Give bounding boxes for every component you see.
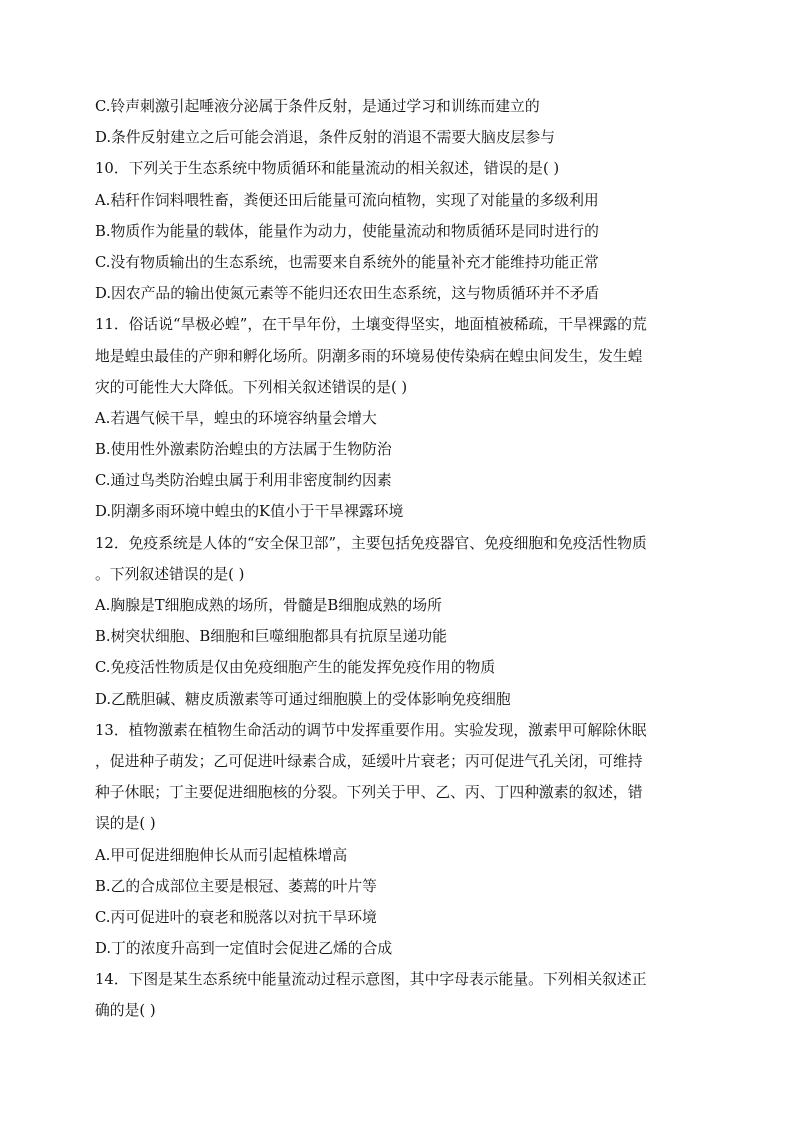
option-b-q12: B.树突状细胞、B细胞和巨噬细胞都具有抗原呈递功能	[95, 628, 447, 646]
question-13-stem-line-1: 13．植物激素在植物生命活动的调节中发挥重要作用。实验发现，激素甲可解除休眠	[95, 721, 647, 739]
question-14-stem-line-2: 确的是( )	[95, 1002, 156, 1020]
option-d-q10: D.因农产品的输出使氮元素等不能归还农田生态系统，这与物质循环并不矛盾	[95, 285, 600, 303]
option-a-q11: A.若遇气候干旱，蝗虫的环境容纳量会增大	[95, 409, 377, 427]
option-d-q12: D.乙酰胆碱、糖皮质激素等可通过细胞膜上的受体影响免疫细胞	[95, 690, 511, 708]
option-d-q13: D.丁的浓度升高到一定值时会促进乙烯的合成	[95, 940, 393, 958]
option-b-q11: B.使用性外激素防治蝗虫的方法属于生物防治	[95, 441, 392, 459]
option-b-q13: B.乙的合成部位主要是根冠、萎蔫的叶片等	[95, 877, 377, 895]
question-12-stem-line-2: 。下列叙述错误的是( )	[95, 565, 245, 583]
question-13-stem-line-4: 误的是( )	[95, 815, 156, 833]
question-12-stem-line-1: 12．免疫系统是人体的“安全保卫部”，主要包括免疫器官、免疫细胞和免疫活性物质	[95, 534, 647, 552]
question-11-stem-line-3: 灾的可能性大大降低。下列相关叙述错误的是( )	[95, 378, 408, 396]
question-14-stem-line-1: 14．下图是某生态系统中能量流动过程示意图，其中字母表示能量。下列相关叙述正	[95, 971, 647, 989]
option-c-q10: C.没有物质输出的生态系统，也需要来自系统外的能量补充才能维持功能正常	[95, 253, 599, 271]
question-10-stem: 10．下列关于生态系统中物质循环和能量流动的相关叙述，错误的是( )	[95, 160, 560, 178]
option-d-q11: D.阴潮多雨环境中蝗虫的K值小于干旱裸露环境	[95, 503, 404, 521]
document-body	[95, 91, 705, 1027]
question-11-stem-line-1: 11．俗话说“旱极必蝗”，在干旱年份，土壤变得坚实，地面植被稀疏，干旱裸露的荒	[95, 316, 647, 334]
option-c-q9: C.铃声刺激引起唾液分泌属于条件反射，是通过学习和训练而建立的	[95, 98, 540, 115]
option-b-q10: B.物质作为能量的载体，能量作为动力，使能量流动和物质循环是同时进行的	[95, 222, 599, 240]
option-c-q12: C.免疫活性物质是仅由免疫细胞产生的能发挥免疫作用的物质	[95, 659, 496, 677]
question-13-stem-line-3: 种子休眠；丁主要促进细胞核的分裂。下列关于甲、乙、丙、丁四种激素的叙述，错	[95, 784, 643, 802]
option-a-q12: A.胸腺是T细胞成熟的场所，骨髓是B细胞成熟的场所	[95, 597, 442, 614]
option-d-q9: D.条件反射建立之后可能会消退，条件反射的消退不需要大脑皮层参与	[95, 129, 555, 147]
question-11-stem-line-2: 地是蝗虫最佳的产卵和孵化场所。阴潮多雨的环境易使传染病在蝗虫间发生，发生蝗	[95, 347, 643, 365]
option-c-q11: C.通过鸟类防治蝗虫属于利用非密度制约因素	[95, 472, 392, 490]
option-c-q13: C.丙可促进叶的衰老和脱落以对抗干旱环境	[95, 908, 377, 926]
option-a-q13: A.甲可促进细胞伸长从而引起植株增高	[95, 846, 348, 864]
question-13-stem-line-2: ，促进种子萌发；乙可促进叶绿素合成，延缓叶片衰老；丙可促进气孔关闭，可维持	[95, 752, 643, 770]
option-a-q10: A.秸秆作饲料喂牲畜，粪便还田后能量可流向植物，实现了对能量的多级利用	[95, 191, 599, 209]
